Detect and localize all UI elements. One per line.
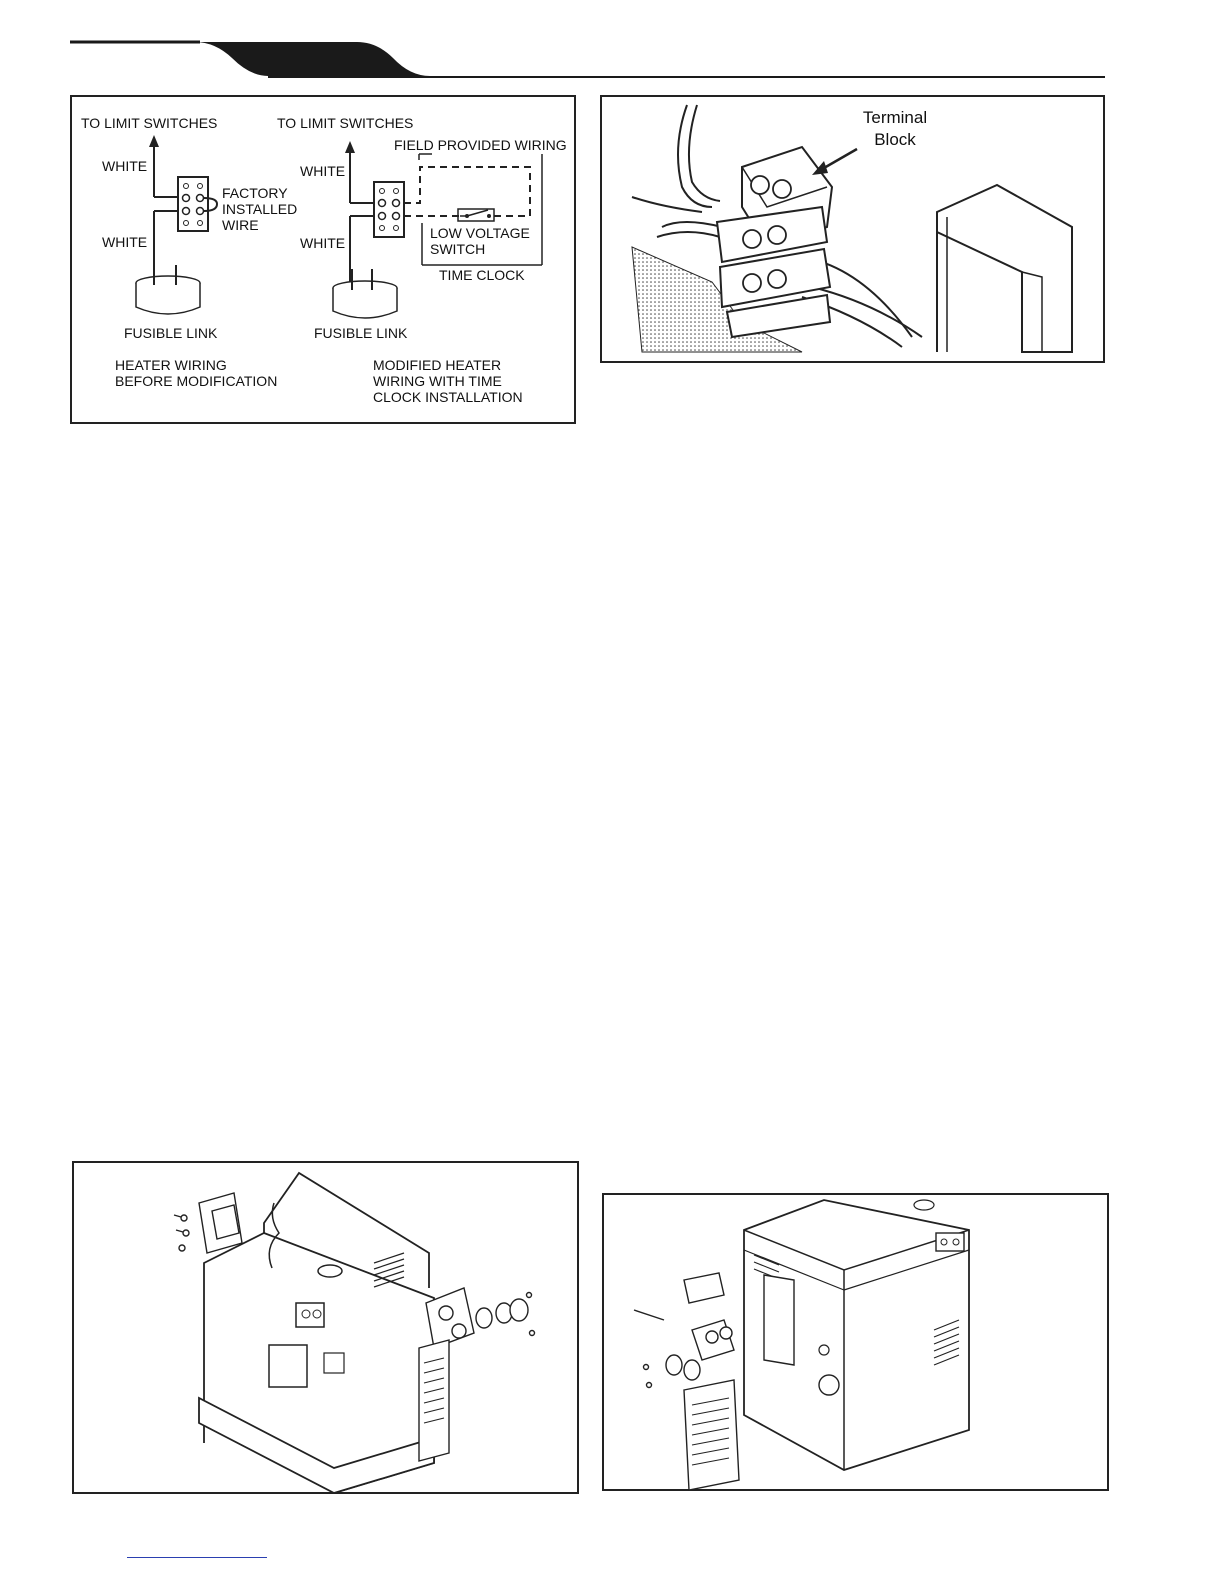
low-voltage-label-line1: LOW VOLTAGE	[430, 225, 530, 241]
heater-exploded-figure-left	[72, 1161, 579, 1494]
time-clock-label: TIME CLOCK	[439, 267, 525, 283]
terminal-block-figure	[600, 95, 1105, 363]
fusible-link-left-label: FUSIBLE LINK	[124, 325, 218, 341]
footer-link-underline[interactable]	[127, 1557, 267, 1558]
heater-exploded-drawing-left	[74, 1163, 581, 1496]
factory-label-line2: INSTALLED	[222, 201, 298, 217]
white-bottom-left-label: WHITE	[102, 234, 148, 250]
caption-right-line1: MODIFIED HEATER	[373, 357, 502, 373]
terminal-label-line2: Block	[874, 130, 916, 149]
to-limit-switches-right-label: TO LIMIT SWITCHES	[277, 115, 414, 131]
fusible-link-right-label: FUSIBLE LINK	[314, 325, 408, 341]
page-header	[0, 0, 1224, 90]
caption-left-line1: HEATER WIRING	[115, 357, 227, 373]
caption-right-line2: WIRING WITH TIME	[373, 373, 502, 389]
caption-left-line2: BEFORE MODIFICATION	[115, 373, 278, 389]
white-top-right-label: WHITE	[300, 163, 346, 179]
low-voltage-label-line2: SWITCH	[430, 241, 486, 257]
factory-label-line3: WIRE	[222, 217, 259, 233]
caption-right-line3: CLOCK INSTALLATION	[373, 389, 523, 405]
field-provided-wiring-label: FIELD PROVIDED WIRING	[394, 137, 567, 153]
heater-exploded-figure-right	[602, 1193, 1109, 1491]
to-limit-switches-left-label: TO LIMIT SWITCHES	[81, 115, 218, 131]
wiring-diagram-figure	[70, 95, 576, 424]
terminal-label-line1: Terminal	[862, 108, 928, 127]
header-band-shape	[0, 0, 1224, 90]
white-bottom-right-label: WHITE	[300, 235, 346, 251]
factory-label-line1: FACTORY	[222, 185, 288, 201]
heater-exploded-drawing-right	[604, 1195, 1111, 1493]
white-top-left-label: WHITE	[102, 158, 148, 174]
